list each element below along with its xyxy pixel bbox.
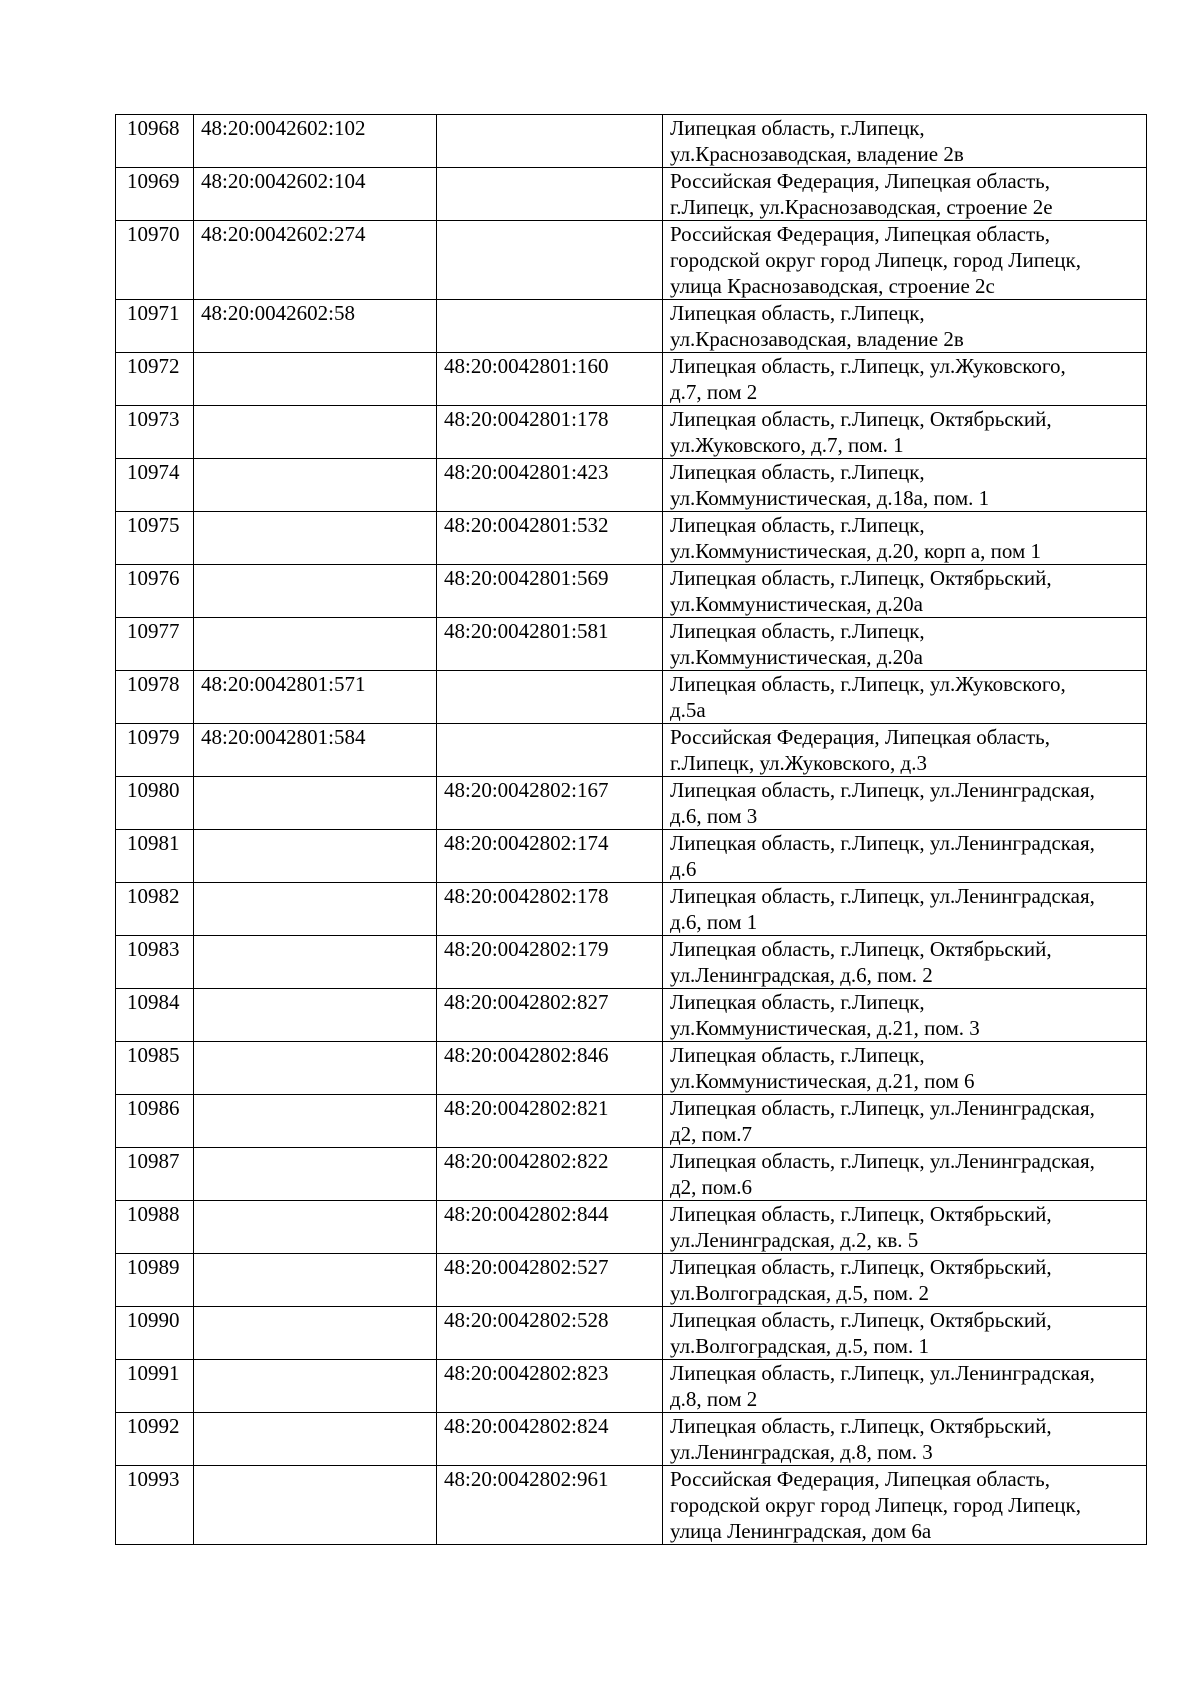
table-row	[116, 353, 1147, 406]
address-line: Липецкая область, г.Липецк, Октябрьский,	[670, 407, 1052, 431]
address-cell	[663, 1148, 1147, 1201]
land-parcel-cadastral-number-cell	[194, 830, 437, 883]
address-cell	[663, 777, 1147, 830]
land-parcel-cadastral-number-cell	[194, 936, 437, 989]
record-number-cell: 10979	[116, 724, 194, 777]
land-parcel-cadastral-number-cell	[194, 1254, 437, 1307]
address-line: Липецкая область, г.Липецк, ул.Ленинградская,	[670, 1361, 1095, 1385]
address-cell	[663, 671, 1147, 724]
land-parcel-cadastral-number-cell	[194, 618, 437, 671]
record-number-cell: 10975	[116, 512, 194, 565]
address-line: ул.Волгоградская, д.5, пом. 2	[670, 1281, 929, 1305]
table-row	[116, 830, 1147, 883]
table-row	[116, 989, 1147, 1042]
building-cadastral-number-cell	[437, 300, 663, 353]
address-line: Липецкая область, г.Липецк,	[670, 1043, 925, 1067]
table-row	[116, 1095, 1147, 1148]
building-cadastral-number-cell	[437, 168, 663, 221]
table-row	[116, 1360, 1147, 1413]
building-cadastral-number-cell	[437, 671, 663, 724]
address-line: ул.Жуковского, д.7, пом. 1	[670, 433, 904, 457]
address-cell	[663, 1042, 1147, 1095]
land-parcel-cadastral-number-cell: 48:20:0042602:58	[194, 300, 437, 353]
address-line: ул.Ленинградская, д.2, кв. 5	[670, 1228, 919, 1252]
address-line: Липецкая область, г.Липецк,	[670, 619, 925, 643]
registry-table-body	[116, 115, 1147, 1545]
address-line: д2, пом.7	[670, 1122, 753, 1146]
record-number-cell: 10980	[116, 777, 194, 830]
land-parcel-cadastral-number-cell: 48:20:0042801:571	[194, 671, 437, 724]
address-line: д.6	[670, 857, 697, 881]
table-row	[116, 406, 1147, 459]
land-parcel-cadastral-number-cell	[194, 459, 437, 512]
address-line: Липецкая область, г.Липецк, Октябрьский,	[670, 1414, 1052, 1438]
building-cadastral-number-cell	[437, 221, 663, 300]
address-line: ул.Краснозаводская, владение 2в	[670, 327, 964, 351]
address-line: Липецкая область, г.Липецк,	[670, 116, 925, 140]
table-row	[116, 300, 1147, 353]
address-line: Липецкая область, г.Липецк, Октябрьский,	[670, 1255, 1052, 1279]
table-row	[116, 936, 1147, 989]
land-parcel-cadastral-number-cell	[194, 1360, 437, 1413]
address-line: ул.Ленинградская, д.8, пом. 3	[670, 1440, 933, 1464]
address-line: д.7, пом 2	[670, 380, 758, 404]
address-cell	[663, 1466, 1147, 1545]
address-cell	[663, 1201, 1147, 1254]
address-cell	[663, 300, 1147, 353]
address-line: Липецкая область, г.Липецк,	[670, 301, 925, 325]
address-line: ул.Коммунистическая, д.18а, пом. 1	[670, 486, 990, 510]
land-parcel-cadastral-number-cell	[194, 406, 437, 459]
address-line: ул.Ленинградская, д.6, пом. 2	[670, 963, 933, 987]
land-parcel-cadastral-number-cell	[194, 1201, 437, 1254]
address-line: д.5а	[670, 698, 706, 722]
table-row	[116, 1466, 1147, 1545]
address-line: д.8, пом 2	[670, 1387, 758, 1411]
address-cell	[663, 618, 1147, 671]
address-line: улица Ленинградская, дом 6а	[670, 1519, 932, 1543]
building-cadastral-number-cell: 48:20:0042802:846	[437, 1042, 663, 1095]
address-cell	[663, 1413, 1147, 1466]
building-cadastral-number-cell: 48:20:0042801:532	[437, 512, 663, 565]
building-cadastral-number-cell: 48:20:0042802:528	[437, 1307, 663, 1360]
address-cell	[663, 1095, 1147, 1148]
table-row	[116, 883, 1147, 936]
record-number-cell: 10986	[116, 1095, 194, 1148]
record-number-cell: 10970	[116, 221, 194, 300]
address-line: Липецкая область, г.Липецк, Октябрьский,	[670, 937, 1052, 961]
land-parcel-cadastral-number-cell	[194, 883, 437, 936]
address-line: Липецкая область, г.Липецк, ул.Ленинградская,	[670, 884, 1095, 908]
address-line: ул.Коммунистическая, д.21, пом. 3	[670, 1016, 980, 1040]
address-line: Липецкая область, г.Липецк, Октябрьский,	[670, 566, 1052, 590]
record-number-cell: 10978	[116, 671, 194, 724]
address-line: Липецкая область, г.Липецк, Октябрьский,	[670, 1308, 1052, 1332]
land-parcel-cadastral-number-cell	[194, 1466, 437, 1545]
record-number-cell: 10973	[116, 406, 194, 459]
record-number-cell: 10991	[116, 1360, 194, 1413]
building-cadastral-number-cell: 48:20:0042802:961	[437, 1466, 663, 1545]
record-number-cell: 10987	[116, 1148, 194, 1201]
building-cadastral-number-cell: 48:20:0042802:527	[437, 1254, 663, 1307]
table-row	[116, 565, 1147, 618]
address-line: ул.Краснозаводская, владение 2в	[670, 142, 964, 166]
land-parcel-cadastral-number-cell	[194, 1148, 437, 1201]
address-line: Российская Федерация, Липецкая область,	[670, 222, 1051, 246]
building-cadastral-number-cell: 48:20:0042802:179	[437, 936, 663, 989]
record-number-cell: 10989	[116, 1254, 194, 1307]
address-line: городской округ город Липецк, город Липецк,	[670, 1493, 1081, 1517]
table-row	[116, 777, 1147, 830]
address-cell	[663, 883, 1147, 936]
record-number-cell: 10993	[116, 1466, 194, 1545]
record-number-cell: 10969	[116, 168, 194, 221]
table-row	[116, 459, 1147, 512]
address-line: улица Краснозаводская, строение 2с	[670, 274, 995, 298]
record-number-cell: 10968	[116, 115, 194, 168]
building-cadastral-number-cell: 48:20:0042801:423	[437, 459, 663, 512]
building-cadastral-number-cell: 48:20:0042802:823	[437, 1360, 663, 1413]
record-number-cell: 10976	[116, 565, 194, 618]
land-parcel-cadastral-number-cell: 48:20:0042602:102	[194, 115, 437, 168]
building-cadastral-number-cell: 48:20:0042802:844	[437, 1201, 663, 1254]
land-parcel-cadastral-number-cell: 48:20:0042602:104	[194, 168, 437, 221]
record-number-cell: 10971	[116, 300, 194, 353]
address-line: Российская Федерация, Липецкая область,	[670, 1467, 1051, 1491]
land-parcel-cadastral-number-cell	[194, 1413, 437, 1466]
address-cell	[663, 168, 1147, 221]
address-line: ул.Коммунистическая, д.20, корп а, пом 1	[670, 539, 1042, 563]
address-line: д.6, пом 3	[670, 804, 758, 828]
building-cadastral-number-cell: 48:20:0042802:821	[437, 1095, 663, 1148]
address-line: д2, пом.6	[670, 1175, 753, 1199]
address-line: Липецкая область, г.Липецк, ул.Ленинградская,	[670, 1149, 1095, 1173]
address-cell	[663, 565, 1147, 618]
table-row	[116, 1307, 1147, 1360]
address-line: Липецкая область, г.Липецк,	[670, 460, 925, 484]
address-cell	[663, 936, 1147, 989]
record-number-cell: 10992	[116, 1413, 194, 1466]
building-cadastral-number-cell: 48:20:0042801:160	[437, 353, 663, 406]
address-cell	[663, 512, 1147, 565]
table-row	[116, 1148, 1147, 1201]
building-cadastral-number-cell: 48:20:0042802:167	[437, 777, 663, 830]
record-number-cell: 10982	[116, 883, 194, 936]
building-cadastral-number-cell: 48:20:0042801:569	[437, 565, 663, 618]
address-line: д.6, пом 1	[670, 910, 758, 934]
table-row	[116, 724, 1147, 777]
land-parcel-cadastral-number-cell	[194, 1307, 437, 1360]
address-line: г.Липецк, ул.Краснозаводская, строение 2е	[670, 195, 1053, 219]
land-parcel-cadastral-number-cell	[194, 1095, 437, 1148]
table-row	[116, 1413, 1147, 1466]
record-number-cell: 10988	[116, 1201, 194, 1254]
building-cadastral-number-cell: 48:20:0042802:174	[437, 830, 663, 883]
table-row	[116, 168, 1147, 221]
record-number-cell: 10977	[116, 618, 194, 671]
address-line: Липецкая область, г.Липецк,	[670, 990, 925, 1014]
record-number-cell: 10985	[116, 1042, 194, 1095]
address-line: Липецкая область, г.Липецк, ул.Ленинградская,	[670, 778, 1095, 802]
record-number-cell: 10981	[116, 830, 194, 883]
address-line: Липецкая область, г.Липецк, ул.Жуковского,	[670, 354, 1066, 378]
address-line: Липецкая область, г.Липецк, ул.Жуковского,	[670, 672, 1066, 696]
table-row	[116, 221, 1147, 300]
land-parcel-cadastral-number-cell	[194, 1042, 437, 1095]
table-row	[116, 671, 1147, 724]
table-row	[116, 618, 1147, 671]
building-cadastral-number-cell: 48:20:0042801:178	[437, 406, 663, 459]
address-line: Российская Федерация, Липецкая область,	[670, 725, 1051, 749]
address-line: ул.Коммунистическая, д.20а	[670, 592, 924, 616]
building-cadastral-number-cell: 48:20:0042802:824	[437, 1413, 663, 1466]
address-line: Липецкая область, г.Липецк, ул.Ленинградская,	[670, 831, 1095, 855]
land-parcel-cadastral-number-cell: 48:20:0042602:274	[194, 221, 437, 300]
address-line: Липецкая область, г.Липецк, Октябрьский,	[670, 1202, 1052, 1226]
address-cell	[663, 989, 1147, 1042]
land-parcel-cadastral-number-cell	[194, 512, 437, 565]
address-cell	[663, 353, 1147, 406]
land-parcel-cadastral-number-cell	[194, 565, 437, 618]
address-cell	[663, 724, 1147, 777]
land-parcel-cadastral-number-cell	[194, 353, 437, 406]
address-line: ул.Коммунистическая, д.21, пом 6	[670, 1069, 975, 1093]
building-cadastral-number-cell: 48:20:0042802:827	[437, 989, 663, 1042]
address-cell	[663, 1360, 1147, 1413]
record-number-cell: 10974	[116, 459, 194, 512]
record-number-cell: 10984	[116, 989, 194, 1042]
building-cadastral-number-cell: 48:20:0042802:178	[437, 883, 663, 936]
address-cell	[663, 1307, 1147, 1360]
address-line: Липецкая область, г.Липецк, ул.Ленинградская,	[670, 1096, 1095, 1120]
address-line: городской округ город Липецк, город Липецк,	[670, 248, 1081, 272]
record-number-cell: 10972	[116, 353, 194, 406]
building-cadastral-number-cell: 48:20:0042802:822	[437, 1148, 663, 1201]
address-line: Российская Федерация, Липецкая область,	[670, 169, 1051, 193]
table-row	[116, 115, 1147, 168]
address-line: ул.Коммунистическая, д.20а	[670, 645, 924, 669]
record-number-cell: 10983	[116, 936, 194, 989]
address-cell	[663, 115, 1147, 168]
table-row	[116, 1254, 1147, 1307]
registry-table	[115, 114, 1147, 1545]
table-row	[116, 1042, 1147, 1095]
land-parcel-cadastral-number-cell	[194, 989, 437, 1042]
land-parcel-cadastral-number-cell: 48:20:0042801:584	[194, 724, 437, 777]
building-cadastral-number-cell: 48:20:0042801:581	[437, 618, 663, 671]
table-row	[116, 1201, 1147, 1254]
address-line: г.Липецк, ул.Жуковского, д.3	[670, 751, 927, 775]
record-number-cell: 10990	[116, 1307, 194, 1360]
table-row	[116, 512, 1147, 565]
address-cell	[663, 221, 1147, 300]
building-cadastral-number-cell	[437, 115, 663, 168]
address-cell	[663, 459, 1147, 512]
address-line: Липецкая область, г.Липецк,	[670, 513, 925, 537]
address-cell	[663, 406, 1147, 459]
address-cell	[663, 1254, 1147, 1307]
building-cadastral-number-cell	[437, 724, 663, 777]
address-line: ул.Волгоградская, д.5, пом. 1	[670, 1334, 929, 1358]
address-cell	[663, 830, 1147, 883]
land-parcel-cadastral-number-cell	[194, 777, 437, 830]
